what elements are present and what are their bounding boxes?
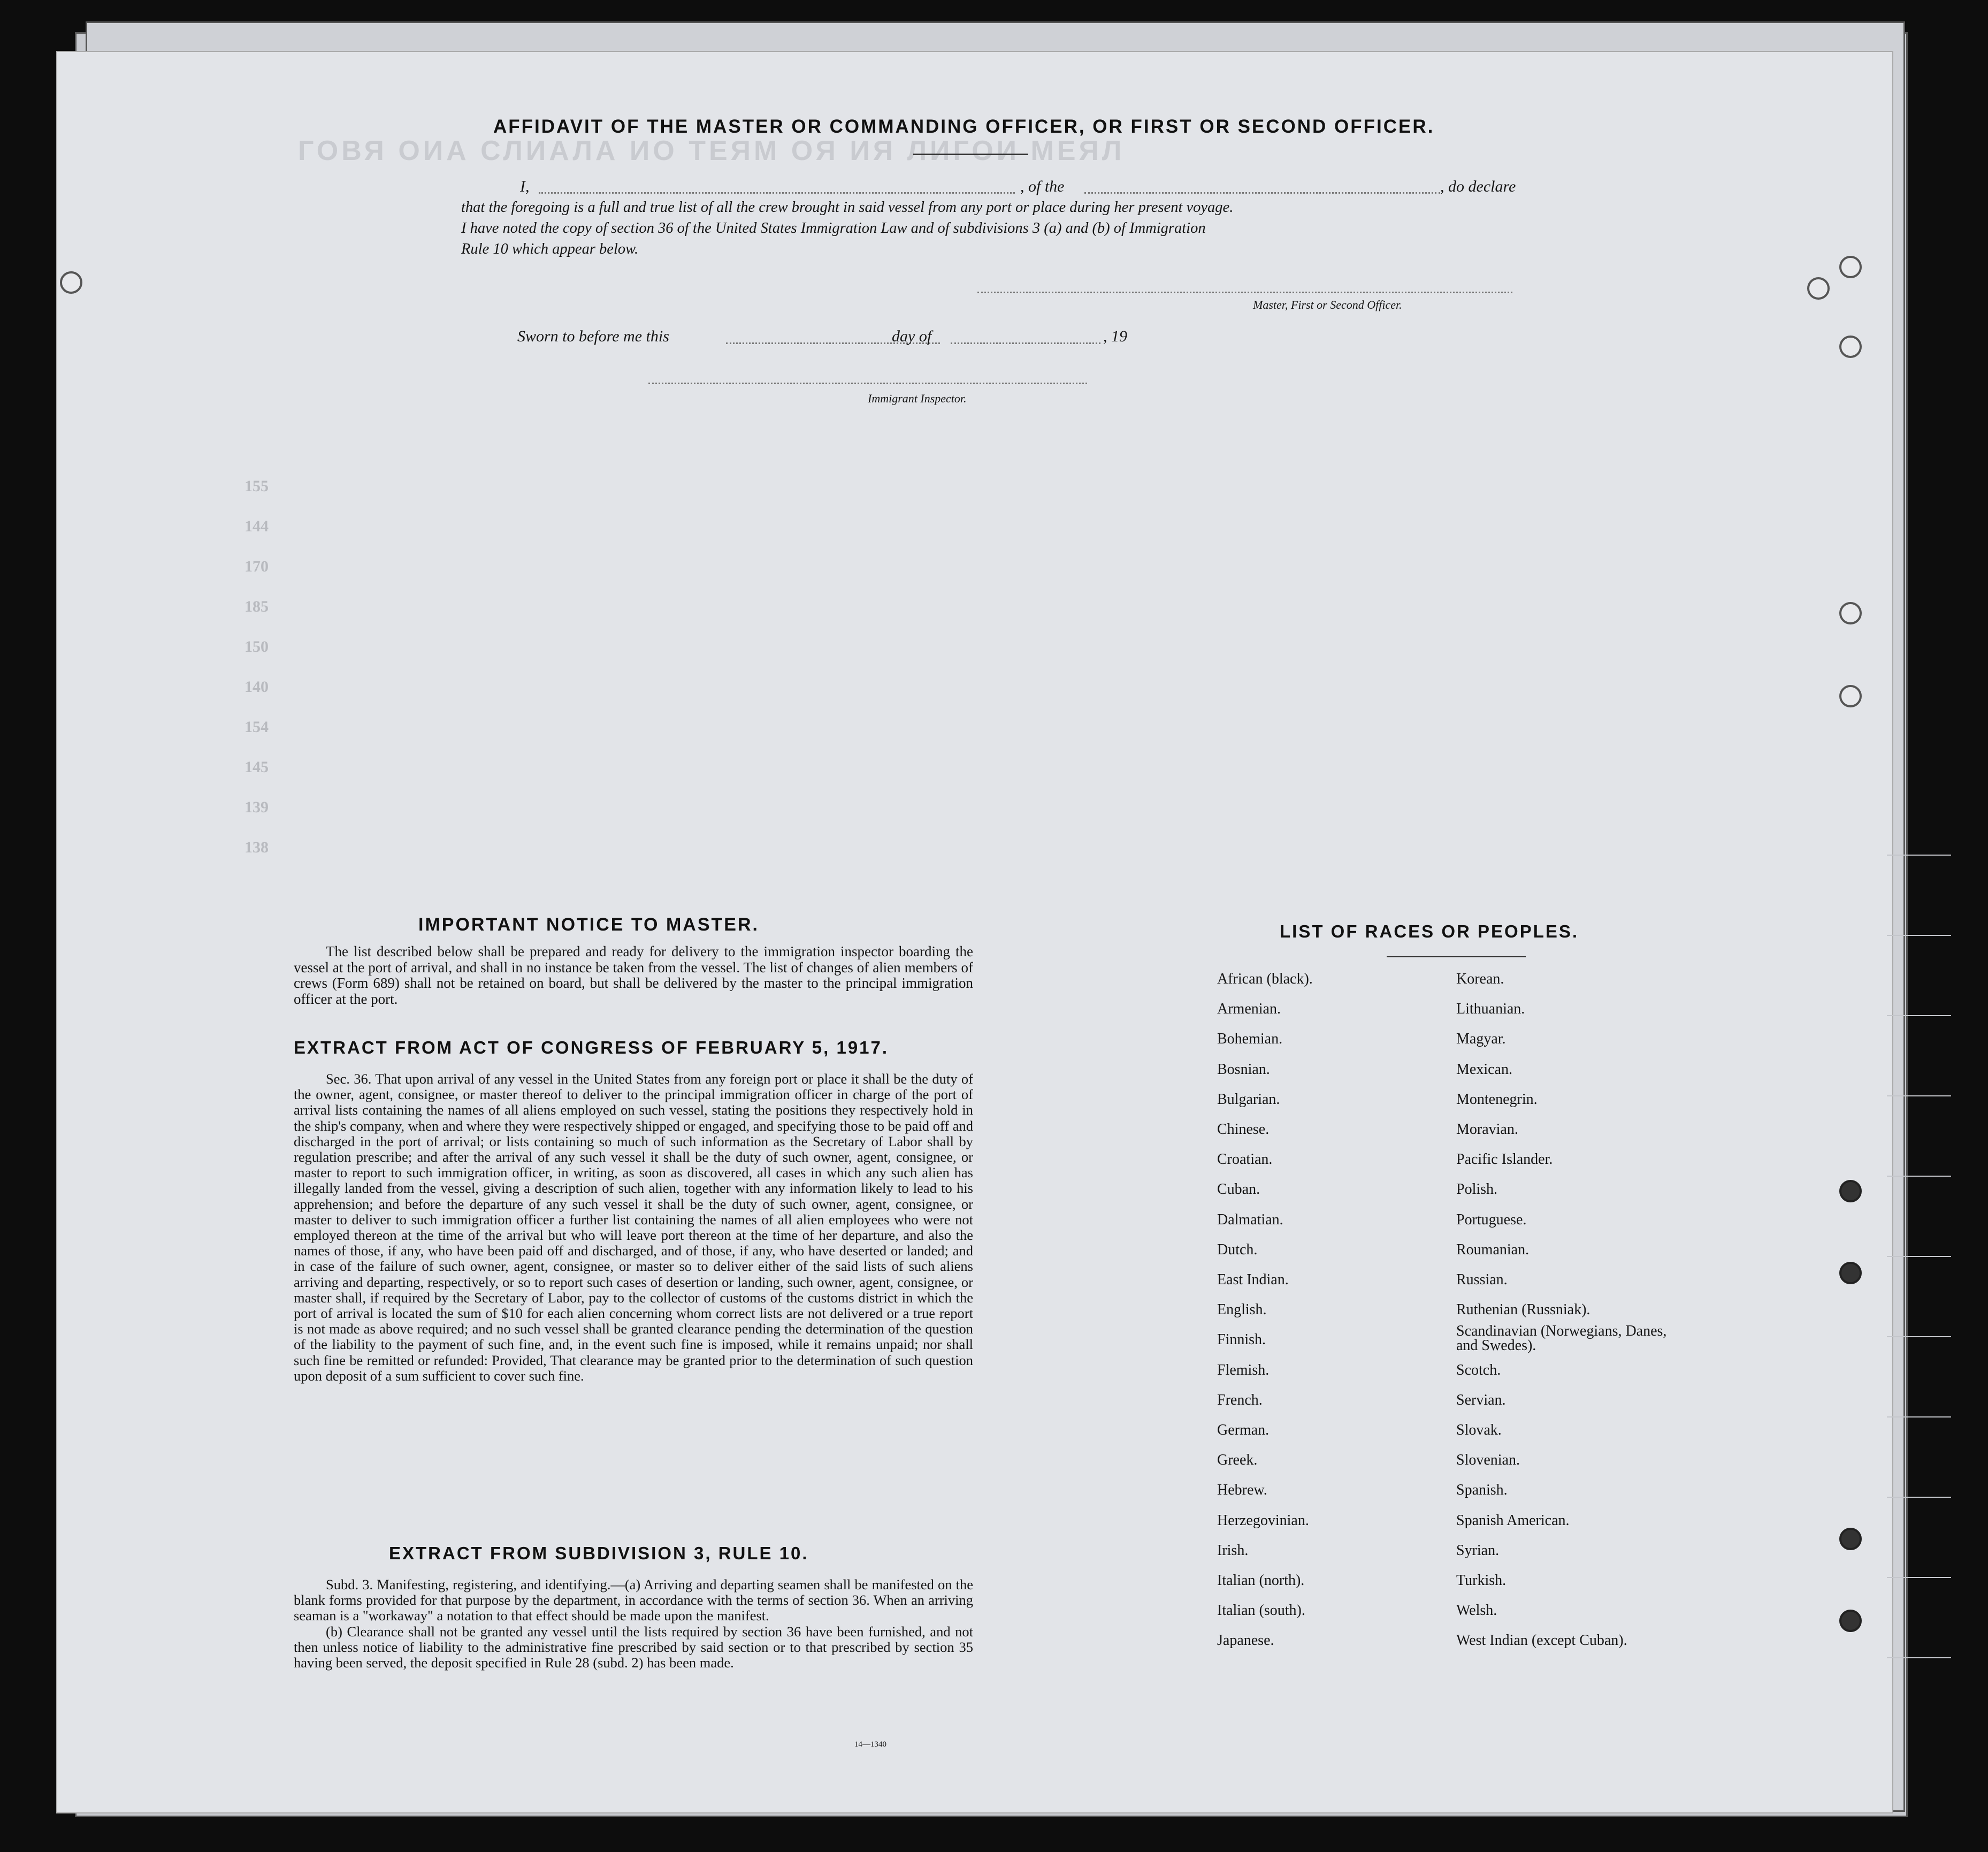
race-entry: Cuban.: [1217, 1181, 1260, 1198]
race-entry: French.: [1217, 1391, 1263, 1408]
bleed-through-text: ГОВЯ ОИА СЛИАЛА ИО ТЕЯМ ОЯ ИЯ ЛИГОИ МЕЯЛ: [298, 135, 1125, 166]
race-entry: Servian.: [1456, 1391, 1506, 1408]
sworn-year: , 19: [1103, 327, 1127, 345]
rule-extract-text: Subd. 3. Manifesting, registering, and identifying.—(a) Arriving and departing seamen shall be manifested on the blank forms provided for that purpose by the department, in accordance with the terms of section 36. When an arriving seaman is a "workaway" a notation to that effect should be made upon the manifest. (b) Clearance shall not be granted any vessel until the lists required by section 36 have been furnished, and not then unless notice of liability to the administrative fine prescribed by said section or to that prescribed by section 35 having been served, the deposit specified in Rule 28 (subd. 2) has been made.: [294, 1576, 973, 1671]
race-entry: Hebrew.: [1217, 1482, 1267, 1499]
binder-hole: [1839, 685, 1862, 707]
race-entry: Polish.: [1456, 1181, 1498, 1198]
binder-hole: [1839, 1528, 1862, 1550]
race-entry: Welsh.: [1456, 1602, 1497, 1619]
inspector-caption: Immigrant Inspector.: [868, 392, 967, 405]
binder-hole: [60, 271, 82, 294]
act-extract-text: Sec. 36. That upon arrival of any vessel in the United States from any foreign port or place it shall be the duty of the owner, agent, consignee, or master thereof to deliver to the principal immigration officer in charge of the port of arrival lists containing the names of all aliens employed on such vessel, stating the positions they respectively hold in the ship's company, when and where they were respectively shipped or engaged, and specifying those to be paid off and discharged in the port of arrival; or lists containing so much of such information as the Secretary of Labor shall by regulation prescribe; and after the arrival of any such vessel it shall be the duty of such owner, agent, consignee, or master to report to such immigration officer, in writing, as soon as discovered, all cases in which any such alien has illegally landed from the vessel, giving a description of such alien, together with any information likely to lead to his apprehension; and before the departure of any such vessel it shall be the duty of such owner, agent, consignee, or master to deliver to such immigration officer a further list containing the names of all alien employees who were not employed thereon at the time of the arrival but who will leave port thereon at the time of her departure, and also the names of those, if any, who have been paid off and discharged, and of those, if any, who have deserted or landed; and in case of the failure of such owner, agent, consignee, or master so to deliver either of the said lists of such aliens arriving and departing, respectively, or so to report such cases of desertion or landing, such owner, agent, consignee, or master shall, if required by the Secretary of Labor, pay to the collector of customs of the customs district in which the port of arrival is located the sum of $10 for each alien concerning whom correct lists are not delivered or a true report is not made as above required; and no such vessel shall be granted clearance pending the determination of the question of the liability to the payment of such fine, and, in the event such fine is imposed, while it remains unpaid; nor shall such fine be remitted or refunded: Provided, That clearance may be granted prior to the determination of such question upon deposit of a sum sufficient to cover such fine.: [294, 1071, 973, 1384]
affidavit-do-declare: , do declare: [1440, 178, 1516, 195]
race-entry: Turkish.: [1456, 1572, 1507, 1589]
binder-hole: [1839, 1262, 1862, 1284]
race-entry: Pacific Islander.: [1456, 1151, 1553, 1168]
race-entry: English.: [1217, 1301, 1267, 1318]
binder-hole: [1839, 1180, 1862, 1202]
inspector-signature-blank[interactable]: [648, 383, 1087, 384]
race-entry: Roumanian.: [1456, 1241, 1530, 1258]
race-entry: Ruthenian (Russniak).: [1456, 1301, 1591, 1318]
race-entry: Russian.: [1456, 1271, 1508, 1288]
race-entry: Magyar.: [1456, 1031, 1506, 1048]
race-entry: Syrian.: [1456, 1542, 1500, 1559]
race-entry: Dutch.: [1217, 1241, 1258, 1258]
binder-hole: [1839, 1610, 1862, 1632]
race-entry: Lithuanian.: [1456, 1001, 1525, 1018]
race-entry: East Indian.: [1217, 1271, 1289, 1288]
race-entry: Scotch.: [1456, 1361, 1501, 1378]
race-entry: Bulgarian.: [1217, 1091, 1280, 1108]
race-entry: Bosnian.: [1217, 1061, 1270, 1078]
races-title: LIST OF RACES OR PEOPLES.: [1280, 921, 1579, 941]
document-page: ГОВЯ ОИА СЛИАЛА ИО ТЕЯМ ОЯ ИЯ ЛИГОИ МЕЯЛ AFFIDAVIT OF THE MASTER OR COMMANDING OFFICER, OR FIRST OR SECOND OFFICER. I, , of the , do declare that the foregoing is a full and true list of all the crew brought in said vessel from any port or place during her present voyage. I have noted the copy of section 36 of the United States Immigration Law and of subdivisions 3 (a) and (b) of Immigration Rule 10 which appear below. Master, First or Second Officer. Sworn to before me this day of , 19 Immigrant Inspector. 155 144 170 185 150 140 154 145 139 138 IMPORTANT NOTICE TO MASTER. The list described below shall be prepared and ready for delivery to the immigration inspector boarding the vessel at the port of arrival, and shall in no instance be taken from the vessel. The list of changes of alien members of crews (Form 689) shall not be retained on board, but shall be delivered by the master to the principal immigration officer at the port. EXTRACT FROM ACT OF CONGRESS OF FEBRUARY 5, 1917. Sec. 36. That upon arrival of any vessel in the United States from any foreign port or place it shall be the duty of the owner, agent, consignee, or master thereof to deliver to the principal immigration officer in charge of the port of arrival lists containing the names of all aliens employed on such vessel, stating the positions they respectively hold in the ship's company, when and where they were respectively shipped or engaged, and specifying those to be paid off and discharged in the port of arrival; or lists containing so much of such information as the Secretary of Labor shall by regulation prescribe; and after the arrival of any such vessel it shall be the duty of such owner, agent, consignee, or master to report to such immigration officer, in writing, as soon as discovered, all cases in which any such alien has illegally landed from the vessel, giving a description of such alien, together with any information likely to lead to his apprehension; and before the departure of any such vessel it shall be the duty of such owner, agent, consignee, or master to deliver to such immigration officer a further list containing the names of all alien employees who were not employed thereon at the time of the arrival but who will leave port thereon at the time of her departure, and also the names of those, if any, who have been paid off and discharged, and of those, if any, who have deserted or landed; and in case of the failure of such owner, agent, consignee, or master so to deliver either of the said lists of such aliens arriving and departing, respectively, or so to report such cases of desertion or landing, such owner, agent, consignee, or master shall, if required by the Secretary of Labor, pay to the collector of customs of the customs district in which the port of arrival is located the sum of $10 for each alien concerning whom correct lists are not delivered or a true report is not made as above required; and no such vessel shall be granted clearance pending the determination of the question of the liability to the payment of such fine, and, in the event such fine is imposed, while it remains unpaid; nor shall such fine be remitted or refunded: Provided, That clearance may be granted prior to the determination of such question upon deposit of a sum sufficient to cover such fine. EXTRACT FROM SUBDIVISION 3, RULE 10. Subd. 3. Manifesting, registering, and identifying.—(a) Arriving and departing seamen shall be manifested on the blank forms provided for that purpose by the department, in accordance with the terms of section 36. When an arriving seaman is a "workaway" a notation to that effect should be made upon the manifest. (b) Clearance shall not be granted any vessel until the lists required by section 36 have been furnished, and not then unless notice of liability to the administrative fine prescribed by said section or to that prescribed by section 35 having been served, the deposit specified in Rule 28 (subd. 2) has been made. 14—1340 LIST OF RACES OR PEOPLES. African (black). Armenian. Bohemian. Bosnian. Bulgarian. Chinese. Croatian. Cuban. Dalmatian. Dutch. East Indian. English. Finnish. Flemish. French. German. Greek. Hebrew. Herzegovinian. Irish. Italian (north). Italian (south). Japanese. Korean. Lithuanian. Magyar. Mexican. Montenegrin. Moravian. Pacific Islander. Polish. Portuguese. Roumanian. Russian. Ruthenian (Russniak). Scandinavian (Norwegians, Danes, and Swedes). Scotch. Servian. Slovak. Slovenian. Spanish. Spanish American. Syrian. Turkish. Welsh. West Indian (except Cuban).: [56, 51, 1893, 1813]
race-entry: Slovak.: [1456, 1422, 1502, 1438]
signature-blank[interactable]: [977, 292, 1512, 293]
affidavit-of-the: , of the: [1020, 178, 1065, 195]
race-entry: Spanish.: [1456, 1482, 1508, 1499]
signer-caption: Master, First or Second Officer.: [1253, 298, 1402, 311]
rule-extract-title: EXTRACT FROM SUBDIVISION 3, RULE 10.: [389, 1543, 809, 1563]
title-rule: [913, 154, 1028, 155]
binder-hole: [1839, 602, 1862, 624]
races-title-rule: [1387, 956, 1526, 957]
notice-text: The list described below shall be prepared and ready for delivery to the immigration inspector boarding the vessel at the port of arrival, and shall in no instance be taken from the vessel. The list of changes of alien members of crews (Form 689) shall not be retained on board, but shall be delivered by the master to the principal immigration officer at the port.: [294, 943, 973, 1007]
race-entry: Irish.: [1217, 1542, 1249, 1559]
race-entry: Armenian.: [1217, 1001, 1281, 1018]
binder-hole: [1807, 277, 1830, 300]
race-entry: West Indian (except Cuban).: [1456, 1632, 1627, 1649]
vessel-blank[interactable]: [1084, 192, 1440, 194]
race-entry: Italian (north).: [1217, 1572, 1305, 1589]
race-entry: Scandinavian (Norwegians, Danes, and Swedes).: [1456, 1323, 1667, 1354]
affidavit-line4: Rule 10 which appear below.: [461, 241, 639, 257]
race-entry: Croatian.: [1217, 1151, 1273, 1168]
race-entry: Italian (south).: [1217, 1602, 1305, 1619]
sworn-prefix: Sworn to before me this: [517, 327, 669, 345]
race-entry: Bohemian.: [1217, 1031, 1283, 1048]
race-entry: African (black).: [1217, 971, 1313, 987]
name-blank[interactable]: [539, 192, 1015, 194]
affidavit-i: I,: [520, 178, 530, 195]
affidavit-title: AFFIDAVIT OF THE MASTER OR COMMANDING OFFICER, OR FIRST OR SECOND OFFICER.: [493, 116, 1435, 137]
race-entry: Spanish American.: [1456, 1512, 1570, 1529]
form-number: 14—1340: [854, 1740, 886, 1749]
act-extract-title: EXTRACT FROM ACT OF CONGRESS OF FEBRUARY 5, 1917.: [294, 1038, 889, 1057]
race-entry: Greek.: [1217, 1452, 1258, 1469]
race-entry: Finnish.: [1217, 1331, 1266, 1348]
sworn-day-of: day of: [892, 327, 932, 345]
race-entry: Flemish.: [1217, 1361, 1270, 1378]
affidavit-line3: I have noted the copy of section 36 of the United States Immigration Law and of subdivisions 3 (a) and (b) of Immigration: [461, 220, 1206, 237]
race-entry: Japanese.: [1217, 1632, 1274, 1649]
notice-title: IMPORTANT NOTICE TO MASTER.: [418, 914, 759, 935]
affidavit-line2: that the foregoing is a full and true list of all the crew brought in said vessel from any port or place during her present voyage.: [461, 199, 1234, 216]
race-entry: Chinese.: [1217, 1121, 1270, 1138]
month-blank[interactable]: [951, 342, 1100, 344]
race-entry: Herzegovinian.: [1217, 1512, 1309, 1529]
race-entry: Moravian.: [1456, 1121, 1518, 1138]
race-entry: Portuguese.: [1456, 1211, 1527, 1228]
race-entry: Korean.: [1456, 971, 1504, 987]
race-entry: Slovenian.: [1456, 1452, 1520, 1469]
race-entry: Dalmatian.: [1217, 1211, 1283, 1228]
race-entry: Montenegrin.: [1456, 1091, 1538, 1108]
race-entry: German.: [1217, 1422, 1270, 1438]
binder-hole: [1839, 256, 1862, 278]
binder-hole: [1839, 336, 1862, 358]
race-entry: Mexican.: [1456, 1061, 1512, 1078]
